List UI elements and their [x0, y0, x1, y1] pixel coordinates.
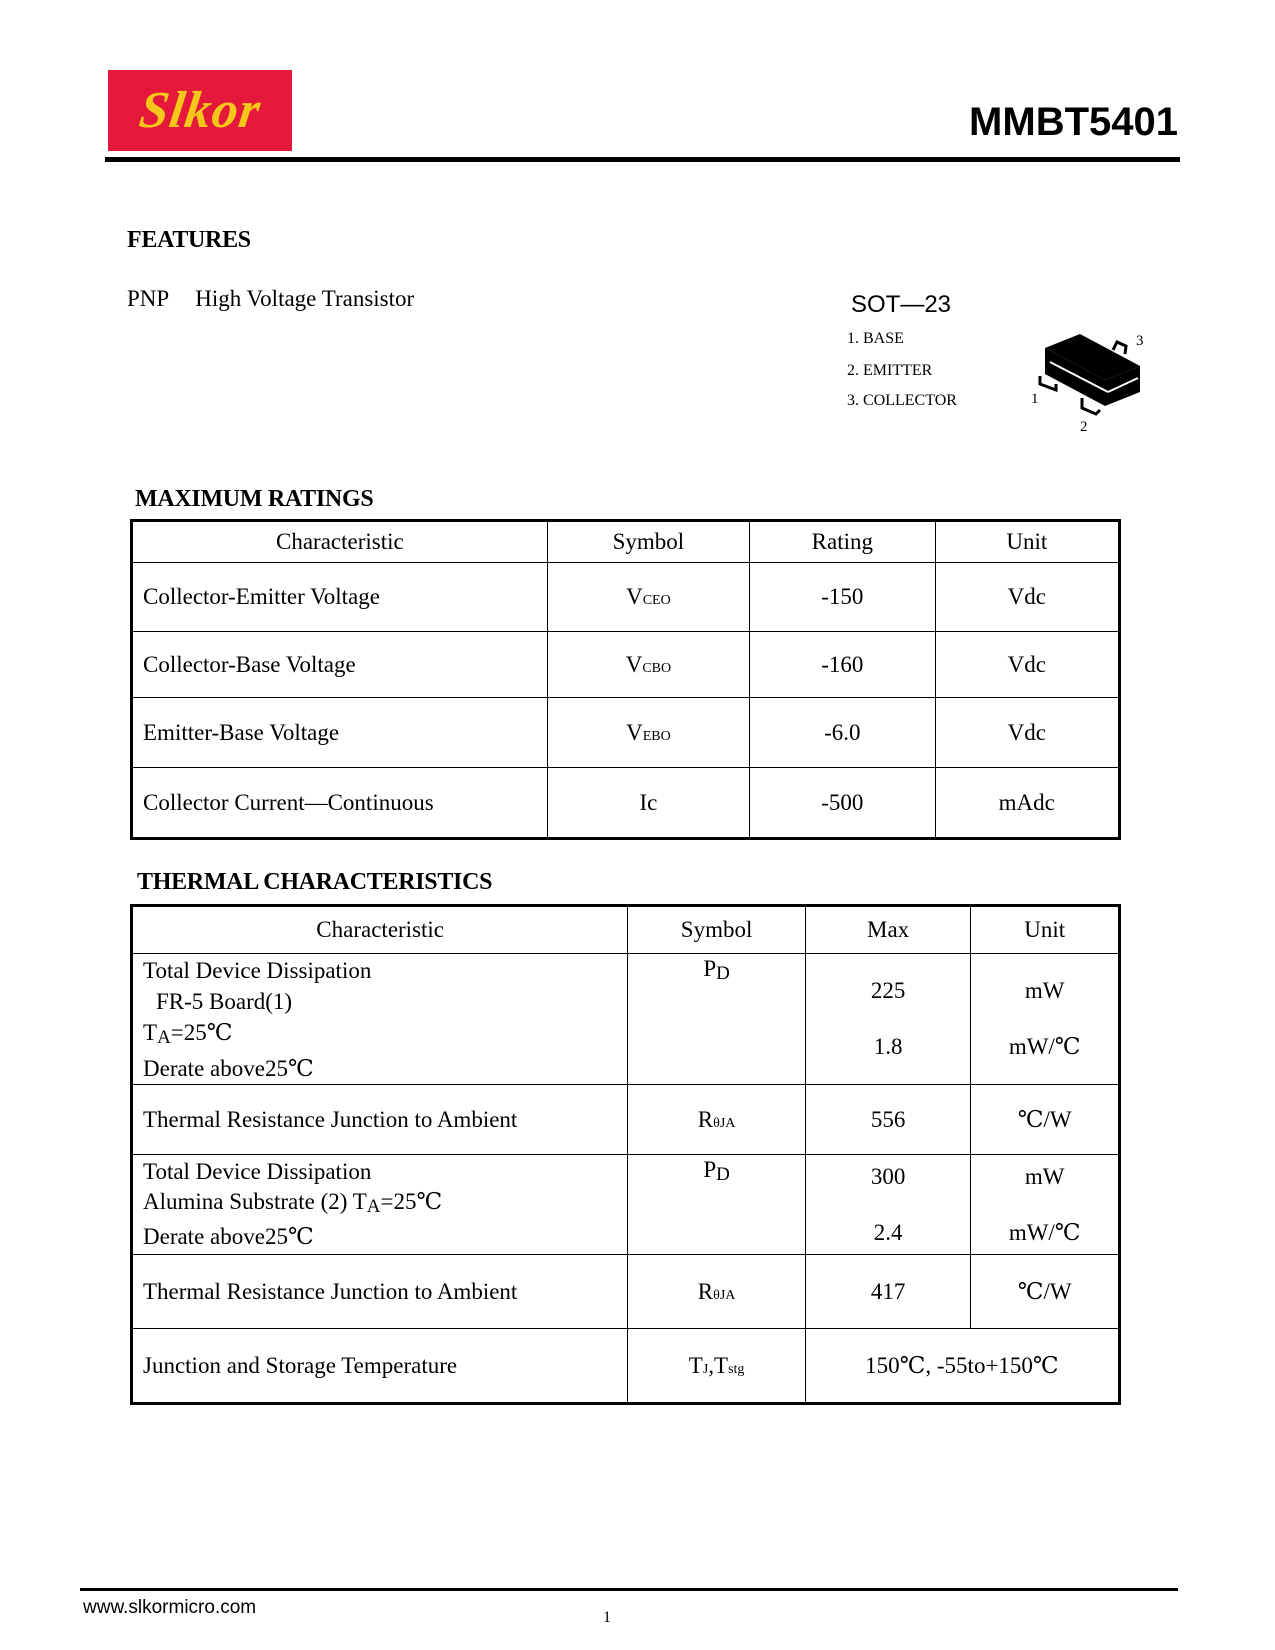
pin-label-collector: 3. COLLECTOR [847, 392, 957, 409]
cell-characteristic [132, 1155, 628, 1255]
cell-rating: -160 [750, 632, 935, 698]
table-row [132, 632, 1120, 698]
cell-unit: Vdc [935, 563, 1119, 632]
cell-characteristic [132, 954, 628, 1085]
header-rating: Rating [750, 521, 935, 563]
symbol-main: V [626, 719, 643, 745]
max-value: 2.4 [873, 1219, 903, 1245]
cell-symbol [628, 1155, 806, 1255]
footer-url[interactable]: www.slkormicro.com [83, 1597, 257, 1618]
cell-max: 556 [805, 1085, 971, 1155]
symbol-sub: D [716, 963, 730, 984]
pin-number-2: 2 [1080, 419, 1088, 435]
symbol-main: T [688, 1352, 703, 1378]
cell-unit: Vdc [935, 698, 1119, 768]
symbol-sub: θJA [713, 1115, 736, 1131]
max-value: 300 [870, 1163, 906, 1189]
symbol-sub: CBO [642, 660, 672, 676]
cell-rating: -6.0 [750, 698, 935, 768]
cell-symbol [628, 1255, 806, 1329]
symbol-main: P [703, 1157, 717, 1182]
unit-value: mW/℃ [1008, 1034, 1081, 1059]
pin-label-emitter: 2. EMITTER [847, 362, 933, 379]
table-row [132, 1329, 1120, 1404]
cell-symbol [547, 698, 749, 768]
cell-symbol [628, 1085, 806, 1155]
page-number: 1 [603, 1609, 611, 1626]
cell-rating: -150 [750, 563, 935, 632]
table-row [132, 563, 1120, 632]
cell-symbol [628, 954, 806, 1085]
header-characteristic: Characteristic [132, 906, 628, 954]
cell-characteristic: Thermal Resistance Junction to Ambient [132, 1255, 628, 1329]
part-number: MMBT5401 [969, 100, 1178, 144]
temp-sub: A [157, 1026, 171, 1048]
header-rule [105, 157, 1180, 162]
cell-unit: ℃/W [971, 1255, 1120, 1329]
cell-unit [971, 1155, 1120, 1255]
brand-logo [108, 70, 292, 151]
table-row [132, 1155, 1120, 1255]
char-line: Total Device Dissipation [143, 957, 372, 983]
thermal-header-row [132, 906, 1120, 954]
cell-max: 417 [805, 1255, 971, 1329]
table-row [132, 698, 1120, 768]
symbol-sub: D [716, 1164, 730, 1185]
header-symbol: Symbol [628, 906, 806, 954]
header-max: Max [805, 906, 971, 954]
char-line: FR-5 Board(1) [156, 988, 293, 1014]
cell-max [805, 954, 971, 1085]
cell-unit: mAdc [935, 768, 1119, 839]
table-row [132, 954, 1120, 1085]
pin-label-base: 1. BASE [847, 330, 904, 347]
unit-value: mW [1024, 978, 1065, 1003]
symbol-main: P [703, 956, 717, 981]
symbol-sub: θJA [713, 1287, 736, 1303]
cell-characteristic: Collector-Base Voltage [132, 632, 548, 698]
max-ratings-header-row [132, 521, 1120, 563]
char-line: Derate above25℃ [143, 1224, 314, 1249]
thermal-title: THERMAL CHARACTERISTICS [137, 869, 493, 895]
substrate-text: Alumina Substrate (2) T [143, 1189, 367, 1214]
cell-characteristic: Emitter-Base Voltage [132, 698, 548, 768]
temp-main: T [143, 1019, 158, 1045]
temp-sub: A [366, 1196, 381, 1217]
table-row [132, 768, 1120, 839]
symbol-main: R [697, 1278, 714, 1304]
symbol-sep: ,T [708, 1352, 729, 1378]
char-line: Total Device Dissipation [143, 1159, 372, 1184]
cell-characteristic: Thermal Resistance Junction to Ambient [132, 1085, 628, 1155]
footer-rule [80, 1588, 1178, 1591]
cell-unit: ℃/W [971, 1085, 1120, 1155]
char-line: Derate above25℃ [143, 1055, 314, 1081]
cell-max [805, 1155, 971, 1255]
symbol-sub: stg [728, 1361, 745, 1377]
max-ratings-table [130, 519, 1121, 840]
max-value: 225 [870, 978, 906, 1003]
symbol-sub: CEO [642, 593, 671, 608]
symbol-main: V [626, 584, 643, 609]
symbol-main: V [625, 651, 643, 677]
header-unit: Unit [935, 521, 1119, 563]
table-row [132, 1255, 1120, 1329]
cell-value: 150℃, -55to+150℃ [805, 1329, 1119, 1404]
unit-value: mW [1024, 1163, 1065, 1189]
symbol-main: Ic [639, 789, 658, 815]
cell-characteristic: Junction and Storage Temperature [132, 1329, 628, 1404]
sot23-package-icon [1030, 328, 1150, 438]
brand-logo-text: Slkor [135, 82, 265, 139]
cell-symbol [547, 632, 749, 698]
symbol-main: R [697, 1106, 714, 1132]
max-ratings-title: MAXIMUM RATINGS [135, 486, 374, 512]
transistor-type: PNP [127, 286, 170, 311]
unit-value: mW/℃ [1008, 1219, 1081, 1245]
cell-characteristic: Collector-Emitter Voltage [132, 563, 548, 632]
pin-number-3: 3 [1136, 333, 1144, 349]
header-symbol: Symbol [547, 521, 749, 563]
symbol-sub: EBO [642, 728, 671, 744]
cell-symbol [628, 1329, 806, 1404]
symbol-sub: J [702, 1361, 709, 1377]
table-row [132, 1085, 1120, 1155]
cell-symbol [547, 563, 749, 632]
cell-symbol [547, 768, 749, 839]
header-unit: Unit [971, 906, 1120, 954]
temp-rest: =25℃ [380, 1189, 443, 1214]
cell-unit [971, 954, 1120, 1085]
pin-number-1: 1 [1031, 391, 1039, 407]
temp-rest: =25℃ [170, 1019, 233, 1045]
header-characteristic: Characteristic [132, 521, 548, 563]
thermal-table [130, 904, 1121, 1405]
transistor-description: High Voltage Transistor [195, 286, 415, 311]
cell-unit: Vdc [935, 632, 1119, 698]
char-line [143, 1017, 627, 1053]
cell-rating: -500 [750, 768, 935, 839]
cell-characteristic: Collector Current—Continuous [132, 768, 548, 839]
max-value: 1.8 [873, 1034, 903, 1059]
package-name: SOT—23 [851, 291, 952, 318]
char-line [143, 1187, 627, 1222]
features-title: FEATURES [127, 227, 251, 253]
features-line [127, 286, 414, 312]
